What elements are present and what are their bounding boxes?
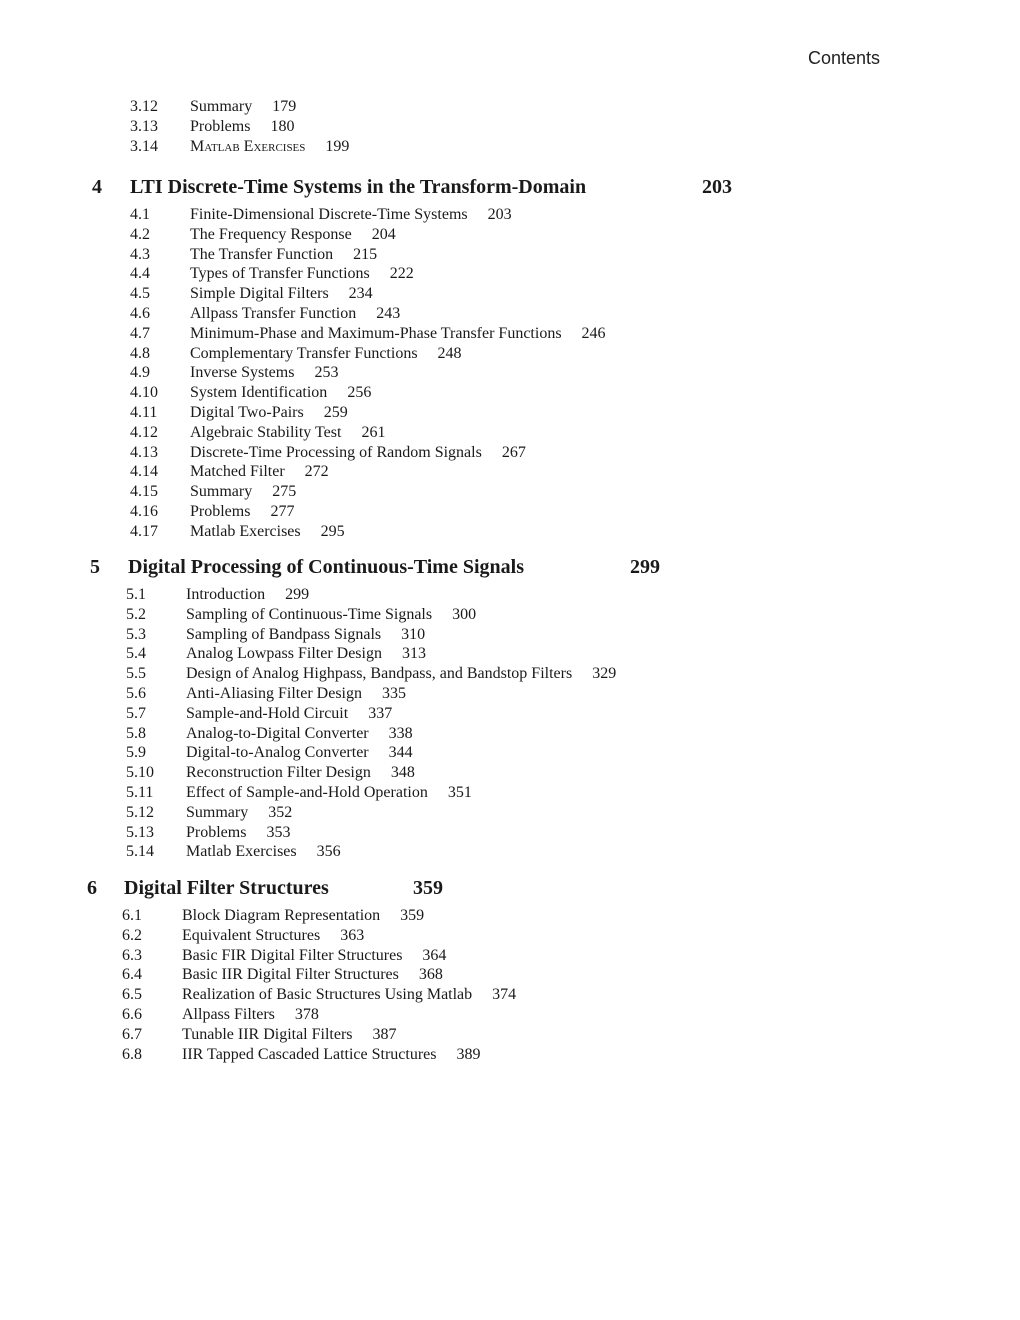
section-number: 4.4 [130, 265, 150, 283]
section-title: Sampling of Bandpass Signals [186, 625, 382, 643]
toc-entry[interactable] [126, 586, 790, 606]
section-title: Problems [186, 823, 247, 841]
section-page: 275 [272, 483, 297, 501]
section-number: 6.3 [122, 946, 142, 964]
section-page: 352 [268, 803, 293, 821]
section-title: Digital-to-Analog Converter [186, 744, 369, 762]
section-title: Complementary Transfer Functions [190, 344, 418, 362]
toc-entry[interactable] [126, 843, 790, 863]
section-page: 179 [272, 98, 297, 115]
section-page: 353 [266, 823, 291, 841]
section-number: 6.2 [122, 926, 142, 944]
toc-entry[interactable] [126, 685, 790, 705]
toc-entry[interactable] [130, 364, 792, 384]
section-page: 337 [368, 704, 393, 722]
section-page: 199 [325, 137, 350, 155]
section-title: Matlab Exercises [186, 843, 297, 861]
section-title: Introduction [186, 586, 266, 603]
section-title: Finite-Dimensional Discrete-Time Systems [190, 206, 468, 223]
section-page: 261 [361, 423, 386, 441]
section-title: The Transfer Function [190, 245, 334, 263]
toc-entry[interactable] [130, 444, 792, 464]
toc-entry[interactable] [130, 463, 792, 483]
toc-entry[interactable] [122, 986, 787, 1006]
chapter-6 [87, 877, 787, 1065]
chapter-page: 359 [413, 877, 443, 899]
section-number: 5.7 [126, 704, 146, 722]
section-number: 4.16 [130, 502, 158, 520]
section-number: 4.2 [130, 225, 150, 243]
section-page: 387 [372, 1025, 397, 1043]
toc-entry[interactable] [122, 1026, 787, 1046]
section-number: 3.12 [130, 98, 158, 115]
section-page: 277 [270, 502, 295, 520]
toc-entry[interactable] [126, 606, 790, 626]
section-number: 4.10 [130, 384, 158, 402]
section-page: 374 [492, 986, 517, 1004]
section-page: 313 [401, 645, 426, 663]
section-title: Sampling of Continuous-Time Signals [186, 605, 433, 623]
chapter-number: 4 [92, 176, 102, 198]
toc-entry[interactable] [130, 226, 792, 246]
section-page: 248 [437, 344, 462, 362]
toc-entry[interactable] [130, 206, 792, 226]
toc-entry[interactable] [130, 345, 792, 365]
toc-entry[interactable] [126, 744, 790, 764]
section-number: 4.6 [130, 304, 150, 322]
page-header: Contents [807, 48, 880, 68]
section-number: 5.6 [126, 684, 146, 702]
section-number: 4.15 [130, 483, 158, 501]
section-title: Reconstruction Filter Design [186, 764, 371, 782]
toc-entry[interactable] [130, 246, 792, 266]
chapter-title: LTI Discrete-Time Systems in the Transform-Domain [130, 176, 587, 198]
chapter-number: 6 [87, 877, 97, 899]
toc-entry[interactable] [122, 927, 787, 947]
section-page: 180 [270, 117, 295, 135]
section-page: 389 [456, 1045, 481, 1063]
section-page: 272 [304, 463, 329, 481]
section-number: 4.12 [130, 423, 158, 441]
toc-entry[interactable] [130, 285, 792, 305]
toc-entry[interactable] [130, 404, 792, 424]
chapter-5-sections [126, 586, 790, 863]
chapter-page: 203 [702, 176, 732, 198]
section-title: Matlab Exercises [190, 137, 306, 155]
section-number: 4.17 [130, 522, 158, 540]
section-title: Analog Lowpass Filter Design [186, 645, 382, 663]
section-title: Minimum-Phase and Maximum-Phase Transfer Functions [190, 324, 562, 342]
section-number: 5.14 [126, 843, 154, 861]
toc-entry[interactable] [126, 784, 790, 804]
section-title: Summary [190, 98, 253, 115]
section-title: Summary [186, 803, 249, 821]
section-title: The Frequency Response [190, 225, 352, 243]
section-page: 243 [376, 304, 401, 322]
section-page: 215 [353, 245, 378, 263]
toc-entry[interactable] [130, 503, 792, 523]
section-page: 222 [389, 265, 414, 283]
toc-entry[interactable] [126, 645, 790, 665]
section-page: 351 [447, 783, 472, 801]
section-number: 3.13 [130, 117, 158, 135]
section-title: Discrete-Time Processing of Random Signals [190, 443, 482, 461]
section-page: 364 [422, 946, 447, 964]
section-page: 203 [487, 206, 512, 223]
chapter-4-sections [130, 206, 792, 543]
section-title: Anti-Aliasing Filter Design [186, 684, 362, 702]
toc-entry[interactable] [122, 1006, 787, 1026]
chapter-number: 5 [90, 556, 100, 578]
section-page: 259 [323, 403, 348, 421]
section-title: Digital Two-Pairs [190, 403, 304, 421]
section-title: Allpass Transfer Function [190, 304, 357, 322]
section-page: 267 [501, 443, 526, 461]
section-number: 4.5 [130, 285, 150, 303]
section-page: 359 [400, 907, 425, 924]
section-title: Tunable IIR Digital Filters [182, 1025, 353, 1043]
chapter-heading[interactable] [90, 556, 790, 586]
section-number: 6.6 [122, 1005, 142, 1023]
toc-entry[interactable] [130, 325, 792, 345]
section-number: 4.1 [130, 206, 150, 223]
section-number: 5.9 [126, 744, 146, 762]
toc-entry[interactable] [126, 705, 790, 725]
section-title: Problems [190, 117, 251, 135]
toc-entry[interactable] [130, 305, 792, 325]
section-title: Realization of Basic Structures Using Matlab [182, 986, 473, 1004]
section-title: Summary [190, 483, 253, 501]
section-page: 246 [581, 324, 606, 342]
section-number: 5.3 [126, 625, 146, 643]
section-page: 356 [316, 843, 341, 861]
section-number: 5.13 [126, 823, 154, 841]
section-number: 4.9 [130, 364, 150, 382]
chapter-heading[interactable] [87, 877, 787, 907]
toc-entry[interactable] [130, 424, 792, 444]
section-number: 6.1 [122, 907, 142, 924]
toc-entry[interactable] [122, 1046, 787, 1066]
section-page: 253 [314, 364, 339, 382]
toc-entry[interactable] [130, 483, 792, 503]
section-title: Equivalent Structures [182, 926, 321, 944]
section-page: 310 [401, 625, 426, 643]
chapter-4 [92, 176, 792, 543]
section-title: Allpass Filters [182, 1005, 275, 1023]
toc-entry[interactable] [126, 626, 790, 646]
section-title: Design of Analog Highpass, Bandpass, and Bandstop Filters [186, 665, 573, 683]
toc-entry[interactable] [130, 384, 792, 404]
section-page: 338 [388, 724, 413, 742]
section-page: 363 [340, 926, 365, 944]
section-page: 329 [592, 665, 617, 683]
section-number: 5.1 [126, 586, 146, 603]
section-number: 4.3 [130, 245, 150, 263]
toc-entry[interactable] [130, 523, 792, 543]
chapter-title: Digital Filter Structures [124, 877, 329, 899]
toc-entry[interactable] [122, 947, 787, 967]
section-number: 5.10 [126, 764, 154, 782]
section-title: Analog-to-Digital Converter [186, 724, 369, 742]
section-number: 4.7 [130, 324, 150, 342]
section-number: 6.5 [122, 986, 142, 1004]
section-page: 295 [320, 522, 345, 540]
toc-entry[interactable] [126, 725, 790, 745]
section-number: 5.11 [126, 783, 154, 801]
section-number: 5.5 [126, 665, 146, 683]
toc-entry[interactable] [126, 665, 790, 685]
chapter-6-sections [122, 907, 787, 1065]
toc-entry[interactable] [126, 804, 790, 824]
chapter-5 [90, 556, 790, 863]
section-number: 5.2 [126, 605, 146, 623]
section-page: 234 [348, 285, 373, 303]
section-number: 5.8 [126, 724, 146, 742]
toc-entry[interactable] [122, 907, 787, 927]
chapter-heading[interactable] [92, 176, 792, 206]
section-number: 4.11 [130, 403, 158, 421]
section-number: 6.4 [122, 966, 142, 984]
section-number: 4.8 [130, 344, 150, 362]
chapter-title: Digital Processing of Continuous-Time Signals [128, 556, 524, 578]
section-number: 6.8 [122, 1045, 142, 1063]
section-title: Basic IIR Digital Filter Structures [182, 966, 399, 984]
section-number: 3.14 [130, 137, 158, 155]
toc-entry[interactable] [130, 265, 792, 285]
section-page: 348 [390, 764, 415, 782]
toc-entry[interactable] [126, 764, 790, 784]
section-page: 368 [418, 966, 443, 984]
toc-entry[interactable] [122, 966, 787, 986]
section-title: Matched Filter [190, 463, 285, 481]
section-title: System Identification [190, 384, 328, 402]
chapter-page: 299 [630, 556, 660, 578]
section-number: 5.12 [126, 803, 154, 821]
section-title: Sample-and-Hold Circuit [186, 704, 349, 722]
section-title: Problems [190, 502, 251, 520]
section-page: 299 [285, 586, 310, 603]
section-title: IIR Tapped Cascaded Lattice Structures [182, 1045, 437, 1063]
section-page: 378 [294, 1005, 319, 1023]
section-number: 6.7 [122, 1025, 142, 1043]
section-title: Inverse Systems [190, 364, 295, 382]
section-title: Types of Transfer Functions [190, 265, 370, 283]
section-title: Basic FIR Digital Filter Structures [182, 946, 403, 964]
section-title: Block Diagram Representation [182, 907, 381, 924]
section-title: Simple Digital Filters [190, 285, 329, 303]
section-page: 256 [347, 384, 372, 402]
section-title: Matlab Exercises [190, 522, 301, 540]
section-number: 5.4 [126, 645, 146, 663]
section-number: 4.13 [130, 443, 158, 461]
section-title: Algebraic Stability Test [190, 423, 342, 441]
toc-entry[interactable] [126, 824, 790, 844]
section-number: 4.14 [130, 463, 158, 481]
section-page: 344 [388, 744, 413, 762]
section-page: 335 [381, 684, 406, 702]
section-page: 300 [452, 605, 477, 623]
section-page: 204 [371, 225, 396, 243]
section-title: Effect of Sample-and-Hold Operation [186, 783, 428, 801]
